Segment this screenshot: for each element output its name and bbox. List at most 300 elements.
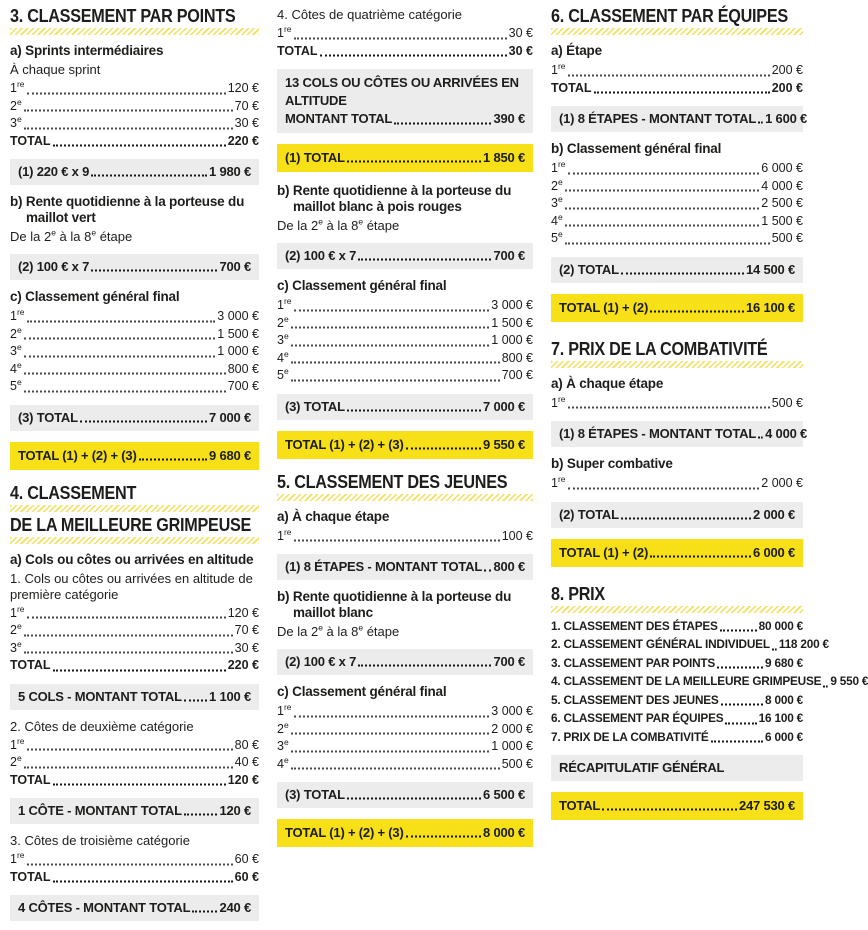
prize-rank: 3e	[277, 736, 289, 753]
prize-line-value: 500 €	[771, 231, 803, 245]
ordinal-suffix: re	[16, 78, 25, 89]
prize-line	[10, 133, 259, 151]
subtotal-row-label: 5 COLS - MONTANT TOTAL	[18, 688, 182, 704]
subtotal-row-value: 14 500 €	[745, 261, 795, 277]
total-highlight-row	[10, 442, 259, 470]
prize-line	[551, 80, 803, 98]
leader-dots	[565, 242, 770, 244]
ordinal-suffix: e	[318, 216, 323, 227]
prize-line-value: 30 €	[234, 116, 259, 130]
subtotal-row	[551, 502, 803, 528]
prize-line	[551, 475, 803, 493]
subheading: b) Rente quotidienne à la porteuse du maillot blanc	[277, 589, 512, 620]
subtotal-row-value: 1 100 €	[209, 688, 251, 704]
leader-dots	[91, 270, 217, 272]
prize-rank: 4e	[10, 359, 22, 376]
prize-list-item	[551, 617, 803, 636]
prize-line	[551, 195, 803, 213]
total-highlight-row	[277, 819, 533, 847]
prize-list-item	[551, 672, 868, 691]
prize-list-item-value: 80 000 €	[758, 618, 803, 633]
prize-line-value: 30 €	[508, 43, 533, 58]
prize-line	[277, 756, 533, 774]
prize-rank: TOTAL	[551, 80, 592, 95]
prize-rank: 5e	[10, 376, 22, 393]
total-highlight-row-value: 247 530 €	[738, 798, 795, 813]
prize-line	[551, 62, 803, 80]
leader-dots	[24, 355, 216, 357]
ordinal-suffix: re	[557, 393, 566, 404]
subtotal-row-label: (1) 8 ÉTAPES - MONTANT TOTAL	[559, 426, 757, 441]
section-title-text: 7. PRIX DE LA COMBATIVITÉ	[551, 338, 768, 359]
leader-dots	[24, 766, 233, 768]
subtotal-row	[10, 895, 259, 921]
leader-dots	[53, 881, 233, 883]
subtotal-row-label: (1) 8 ÉTAPES - MONTANT TOTAL	[559, 111, 757, 126]
leader-dots	[358, 665, 491, 667]
subtotal-row	[10, 254, 259, 280]
prize-line	[10, 308, 259, 326]
prize-line	[10, 754, 259, 772]
prize-list-item-label: 4. CLASSEMENT DE LA MEILLEURE GRIMPEUSE	[551, 674, 822, 688]
prize-rank: 1re	[10, 306, 25, 323]
subtotal-row-value: 7 000 €	[483, 398, 525, 414]
prize-list-item-value: 16 100 €	[758, 711, 803, 725]
title-hatch-underline	[551, 606, 803, 613]
leader-dots	[758, 437, 763, 439]
ordinal-suffix: e	[358, 216, 364, 227]
leader-dots	[24, 338, 216, 340]
subtotal-row	[10, 798, 259, 824]
title-hatch-underline	[551, 361, 803, 368]
prize-rank: 5e	[551, 228, 563, 245]
subheading: a) À chaque étape	[551, 375, 664, 391]
subtotal-row-value: 6 500 €	[483, 787, 525, 802]
leader-dots	[650, 310, 744, 312]
leader-dots	[291, 750, 490, 752]
leader-dots	[294, 540, 500, 542]
subtotal-row-label: (2) 100 € x 7	[18, 259, 90, 274]
prize-rank: 2e	[10, 752, 22, 769]
prize-list-item-label: 5. CLASSEMENT DES JEUNES	[551, 692, 719, 707]
ordinal-suffix: e	[283, 719, 289, 730]
leader-dots	[568, 74, 770, 76]
prize-line-value: 1 000 €	[491, 739, 533, 753]
leader-dots	[725, 722, 756, 724]
subheading: c) Classement général final	[277, 278, 447, 293]
prize-line	[277, 528, 533, 546]
leader-dots	[294, 715, 490, 717]
prize-line-value: 2 000 €	[491, 721, 533, 736]
subtotal-row-label: (1) 8 ÉTAPES - MONTANT TOTAL	[285, 559, 483, 574]
note-text: De la 2e à la 8e étape	[277, 216, 400, 233]
prize-rank: 2e	[10, 620, 22, 637]
leader-dots	[139, 458, 207, 460]
subheading: b) Rente quotidienne à la porteuse du maillot vert	[10, 194, 245, 225]
prize-rank: 4e	[551, 211, 563, 228]
prize-line	[277, 738, 533, 756]
leader-dots	[621, 272, 744, 274]
leader-dots	[568, 487, 760, 489]
prize-rank: 4e	[277, 348, 289, 365]
leader-dots	[291, 362, 500, 364]
subheading: b) Classement général final	[551, 141, 722, 156]
prize-line-value: 1 000 €	[491, 333, 533, 347]
leader-dots	[320, 55, 507, 57]
prize-rank: 1re	[10, 735, 25, 752]
prize-line-value: 30 €	[234, 640, 259, 655]
leader-dots	[294, 37, 507, 39]
prize-line-value: 200 €	[771, 63, 803, 77]
section-title-text: 5. CLASSEMENT DES JEUNES	[277, 471, 508, 492]
column-prize-jeunes	[277, 7, 533, 858]
leader-dots	[24, 373, 226, 375]
prize-list-item	[551, 728, 803, 747]
prize-list-item-label: 3. CLASSEMENT PAR POINTS	[551, 655, 716, 670]
prize-line-value: 60 €	[234, 852, 259, 866]
prize-line	[551, 230, 803, 248]
prize-rank: 1re	[277, 701, 292, 718]
subtotal-row	[551, 755, 803, 781]
ordinal-suffix: e	[283, 736, 289, 747]
subtotal-row-label: RÉCAPITULATIF GÉNÉRAL	[559, 760, 725, 775]
subtotal-row	[551, 106, 808, 132]
subtotal-row-value: 120 €	[219, 803, 251, 818]
prize-line-value: 100 €	[501, 528, 533, 543]
prize-rank: 2e	[10, 324, 22, 341]
leader-dots	[27, 92, 226, 94]
prize-line	[277, 367, 533, 385]
subtotal-row	[277, 243, 533, 269]
total-highlight-row	[551, 294, 803, 322]
prize-line	[551, 395, 803, 413]
leader-dots	[484, 570, 491, 572]
total-highlight-row	[551, 539, 803, 567]
total-highlight-row-label: TOTAL	[559, 798, 601, 813]
subtotal-row-label: (3) TOTAL	[285, 398, 345, 414]
prize-line	[10, 851, 259, 869]
prize-list-item-value: 6 000 €	[765, 729, 803, 744]
ordinal-suffix: e	[318, 622, 323, 633]
ordinal-suffix: re	[557, 60, 566, 71]
leader-dots	[24, 110, 233, 112]
prize-line	[277, 297, 533, 315]
ordinal-suffix: re	[16, 735, 25, 746]
leader-dots	[594, 92, 770, 94]
subtotal-row-value: 2 000 €	[753, 506, 795, 522]
prize-rank: 3e	[10, 638, 22, 655]
prize-line	[10, 378, 259, 396]
ordinal-suffix: e	[283, 313, 289, 324]
subtotal-row	[551, 421, 808, 447]
leader-dots	[621, 517, 751, 519]
prize-line-value: 1 500 €	[217, 326, 259, 341]
total-highlight-row-value: 9 550 €	[483, 436, 525, 452]
prize-line-value: 700 €	[227, 379, 259, 393]
subtotal-row-line1: 13 COLS OU CÔTES OU ARRIVÉES EN ALTITUDE	[285, 75, 519, 108]
prize-line	[277, 315, 533, 333]
ordinal-suffix: re	[16, 306, 25, 317]
subtotal-value: 390 €	[493, 111, 525, 126]
leader-dots	[720, 630, 757, 632]
prize-line-value: 3 000 €	[491, 298, 533, 312]
leader-dots	[650, 555, 751, 557]
prize-line	[10, 326, 259, 344]
prize-line-value: 800 €	[227, 361, 259, 376]
subtotal-row	[10, 405, 259, 431]
prize-line	[10, 343, 259, 361]
leader-dots	[291, 768, 500, 770]
total-highlight-row	[277, 144, 533, 172]
prize-rank: 1re	[10, 603, 25, 620]
total-highlight-row-label: TOTAL (1) + (2) + (3)	[18, 447, 137, 463]
prize-list-item-label: 2. CLASSEMENT GÉNÉRAL INDIVIDUEL	[551, 637, 770, 651]
subtotal-row-value: 800 €	[493, 559, 525, 574]
leader-dots	[347, 409, 481, 411]
ordinal-suffix: e	[557, 176, 563, 187]
leader-dots	[358, 259, 491, 261]
ordinal-suffix: e	[16, 113, 22, 124]
ordinal-suffix: e	[557, 228, 563, 239]
note-text: 1. Cols ou côtes ou arrivées en altitude de première catégorie	[10, 570, 253, 602]
ordinal-suffix: e	[557, 211, 563, 222]
prize-line	[277, 332, 533, 350]
leader-dots	[291, 344, 490, 346]
prize-line-value: 4 000 €	[761, 178, 803, 193]
prize-line	[10, 115, 259, 133]
leader-dots	[568, 172, 760, 174]
prize-rank: 3e	[551, 193, 563, 210]
subheading: c) Classement général final	[10, 289, 180, 304]
total-highlight-row-label: (1) TOTAL	[285, 150, 345, 165]
subtotal-row-value: 240 €	[219, 900, 251, 915]
prize-line-value: 30 €	[508, 26, 533, 40]
leader-dots	[294, 309, 490, 311]
leader-dots	[711, 741, 763, 743]
subtotal-row	[277, 394, 533, 420]
ordinal-suffix: re	[16, 603, 25, 614]
ordinal-suffix: e	[16, 324, 22, 335]
ordinal-suffix: re	[16, 849, 25, 860]
title-hatch-underline	[10, 505, 259, 512]
prize-line-value: 1 500 €	[761, 213, 803, 228]
subtotal-row-value: 700 €	[219, 259, 251, 274]
ordinal-suffix: re	[283, 701, 292, 712]
prize-line-value: 2 000 €	[761, 476, 803, 490]
subheading: a) Sprints intermédiaires	[10, 43, 164, 58]
leader-dots	[53, 145, 226, 147]
prize-line-value: 700 €	[501, 368, 533, 382]
section-title-text: 8. PRIX	[551, 583, 605, 604]
subtotal-label: MONTANT TOTAL	[285, 111, 393, 126]
subtotal-row-label: (2) 100 € x 7	[285, 654, 357, 669]
prize-rank: TOTAL	[10, 772, 51, 787]
subheading: a) Cols ou côtes ou arrivées en altitude	[10, 551, 254, 567]
total-highlight-row-label: TOTAL (1) + (2)	[559, 299, 649, 315]
prize-line	[277, 25, 533, 43]
subtotal-row	[277, 649, 533, 675]
prize-line-value: 220 €	[227, 133, 259, 148]
ordinal-suffix: re	[557, 158, 566, 169]
total-highlight-row-label: TOTAL (1) + (2) + (3)	[285, 436, 404, 452]
ordinal-suffix: e	[283, 754, 289, 765]
ordinal-suffix: e	[16, 376, 22, 387]
ordinal-suffix: e	[16, 359, 22, 370]
leader-dots	[721, 704, 763, 706]
subtotal-row-label: (1) 220 € x 9	[18, 164, 90, 179]
ordinal-suffix: e	[557, 193, 563, 204]
ordinal-suffix: e	[16, 752, 22, 763]
subheading: a) À chaque étape	[277, 508, 390, 524]
subheading: b) Super combative	[551, 456, 673, 471]
prize-rank: 5e	[277, 365, 289, 382]
prize-list-item	[551, 635, 829, 654]
section-title	[277, 473, 533, 501]
leader-dots	[24, 634, 233, 636]
prize-rank: 3e	[277, 330, 289, 347]
leader-dots	[184, 699, 207, 701]
leader-dots	[406, 447, 481, 449]
ordinal-suffix: e	[16, 620, 22, 631]
prize-line	[10, 622, 259, 640]
note-text: À chaque sprint	[10, 62, 101, 77]
section-title	[551, 7, 803, 35]
subtotal-row-value: 7 000 €	[209, 409, 251, 425]
prize-rank: 1re	[277, 295, 292, 312]
prize-list-item-label: 6. CLASSEMENT PAR ÉQUIPES	[551, 711, 724, 725]
prize-line	[10, 657, 259, 675]
subtotal-row-label: (3) TOTAL	[285, 787, 345, 802]
subtotal-row-value: 1 600 €	[765, 111, 808, 126]
leader-dots	[772, 648, 777, 650]
subtotal-row-label: 1 CÔTE - MONTANT TOTAL	[18, 803, 182, 818]
leader-dots	[568, 407, 770, 409]
leader-dots	[24, 652, 233, 654]
column-prize-equipes	[551, 6, 868, 831]
subtotal-row-multiline	[277, 69, 533, 133]
prize-line	[10, 737, 259, 755]
leader-dots	[291, 327, 490, 329]
subtotal-row	[551, 257, 803, 283]
prize-line	[10, 640, 259, 658]
prize-list-item-value: 8 000 €	[765, 692, 803, 707]
note-text: 3. Côtes de troisième catégorie	[10, 833, 190, 848]
prize-line	[10, 869, 259, 887]
subtotal-row	[10, 159, 259, 185]
prize-list-item-label: 7. PRIX DE LA COMBATIVITÉ	[551, 729, 709, 744]
note-text: 4. Côtes de quatrième catégorie	[277, 7, 462, 22]
subtotal-row-value: 4 000 €	[765, 426, 808, 441]
prize-rank: 1re	[551, 473, 566, 490]
subtotal-row-value: 700 €	[493, 248, 525, 263]
section-title	[551, 340, 803, 368]
prize-line-value: 120 €	[227, 81, 259, 95]
subtotal-row-label: 4 CÔTES - MONTANT TOTAL	[18, 900, 191, 915]
leader-dots	[27, 749, 233, 751]
ordinal-suffix: re	[283, 526, 292, 537]
ordinal-suffix: re	[283, 23, 292, 34]
leader-dots	[291, 379, 500, 381]
prize-line-value: 40 €	[234, 755, 259, 769]
subtotal-row-line2	[285, 110, 525, 128]
leader-dots	[53, 669, 226, 671]
prize-list-item-label: 1. CLASSEMENT DES ÉTAPES	[551, 618, 718, 633]
leader-dots	[192, 911, 217, 913]
prize-rank: 4e	[277, 754, 289, 771]
prize-list-item-value: 9 680 €	[765, 655, 803, 670]
prize-line	[277, 43, 533, 61]
leader-dots	[80, 420, 207, 422]
prize-line-value: 3 000 €	[217, 309, 259, 323]
prize-line	[10, 772, 259, 790]
section-title	[10, 7, 259, 35]
prize-rank: 1re	[10, 849, 25, 866]
prize-list-item	[551, 691, 803, 710]
subtotal-row-label: (2) 100 € x 7	[285, 248, 357, 263]
leader-dots	[91, 175, 207, 177]
prize-rank: TOTAL	[277, 43, 318, 58]
prize-list-item	[551, 654, 803, 673]
title-hatch-underline	[10, 28, 259, 35]
subheading: a) Étape	[551, 43, 602, 58]
total-highlight-row-value: 8 000 €	[483, 825, 525, 840]
prize-list-item-value: 9 550 €	[830, 674, 868, 688]
prize-line-value: 220 €	[227, 658, 259, 672]
total-highlight-row-value: 16 100 €	[745, 299, 795, 315]
ordinal-suffix: e	[16, 638, 22, 649]
prize-line	[10, 98, 259, 116]
subtotal-row	[277, 782, 533, 808]
leader-dots	[565, 225, 760, 227]
prize-line-value: 1 500 €	[491, 315, 533, 330]
leader-dots	[53, 784, 226, 786]
prize-line	[551, 213, 803, 231]
leader-dots	[27, 863, 233, 865]
prize-line-value: 200 €	[771, 80, 803, 95]
ordinal-suffix: re	[557, 473, 566, 484]
prize-line-value: 120 €	[227, 605, 259, 620]
title-hatch-underline	[277, 494, 533, 501]
total-highlight-row-label: TOTAL (1) + (2)	[559, 544, 649, 560]
leader-dots	[394, 123, 491, 125]
subtotal-row-label: (2) TOTAL	[559, 261, 619, 277]
subtotal-row-value: 1 980 €	[209, 164, 251, 179]
leader-dots	[717, 667, 763, 669]
subtotal-row	[277, 554, 533, 580]
leader-dots	[24, 390, 226, 392]
prize-line	[10, 80, 259, 98]
prize-rank: TOTAL	[10, 133, 51, 148]
prize-rank: 1re	[10, 78, 25, 95]
subtotal-row-label: (2) TOTAL	[559, 506, 619, 522]
leader-dots	[347, 798, 481, 800]
ordinal-suffix: e	[16, 341, 22, 352]
prize-line-value: 80 €	[234, 737, 259, 752]
ordinal-suffix: e	[16, 96, 22, 107]
total-highlight-row-value: 1 850 €	[483, 150, 525, 165]
prize-line-value: 500 €	[771, 395, 803, 410]
leader-dots	[27, 617, 226, 619]
prize-line-value: 120 €	[227, 772, 259, 787]
leader-dots	[406, 836, 481, 838]
title-hatch-underline	[10, 537, 259, 544]
prize-line	[10, 361, 259, 379]
prize-rank: 3e	[10, 113, 22, 130]
prize-line	[277, 350, 533, 368]
total-highlight-row-value: 9 680 €	[209, 447, 251, 463]
prize-line-value: 800 €	[501, 350, 533, 365]
subtotal-row	[10, 684, 259, 710]
